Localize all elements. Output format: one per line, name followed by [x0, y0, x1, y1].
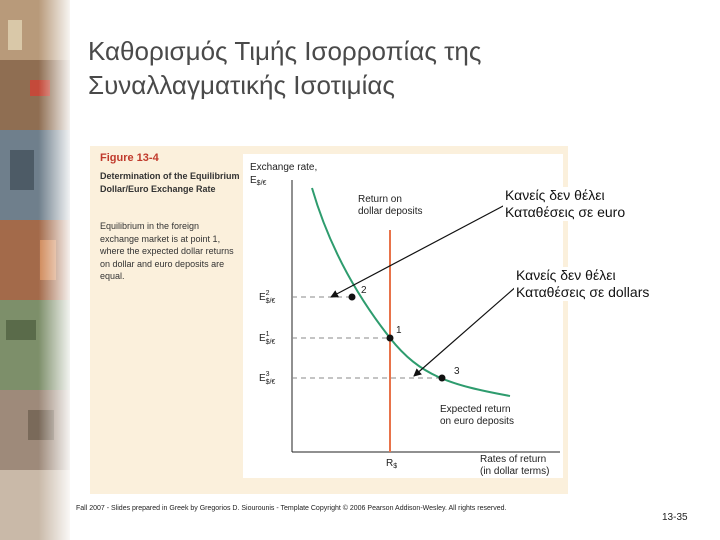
callout-no-dollars-line1: Κανείς δεν θέλει — [516, 267, 616, 283]
slide-title-line2: Συναλλαγματικής Ισοτιμίας — [88, 70, 395, 100]
callout-no-euro-deposits — [503, 187, 627, 221]
point-3-label: 3 — [454, 366, 460, 377]
point-1-label: 1 — [396, 325, 402, 336]
dollar-return-label-line1: Return on — [358, 194, 402, 205]
r-dollar-tick-label: $R_{\$}$ — [386, 458, 398, 470]
figure-caption: Equilibrium in the foreign exchange market is at point 1, where the expected dollar returns on dollar and euro deposits are equal. — [100, 221, 234, 281]
callout-no-dollars-line2: Καταθέσεις σε dollars — [516, 284, 650, 300]
point-1 — [387, 335, 394, 342]
y-axis-title-line1: Exchange rate, — [250, 162, 318, 173]
euro-return-label-line2: on euro deposits — [440, 416, 514, 427]
e2-tick-label: $E^2$ $/€ — [259, 290, 276, 305]
point-2-label: 2 — [361, 285, 367, 296]
y-axis-title-symbol: $E_{\$/€}$ — [250, 175, 267, 187]
point-3 — [439, 375, 446, 382]
e1-tick-label: $E^1$ $/€ — [259, 331, 276, 346]
callout-no-dollar-deposits — [514, 267, 651, 301]
point-2 — [349, 294, 356, 301]
e3-tick-label: $E^3$ $/€ — [259, 371, 276, 386]
x-axis-title-line2: (in dollar terms) — [480, 466, 550, 477]
euro-return-label-line1: Expected return — [440, 404, 511, 415]
figure-label: Figure 13-4 — [100, 152, 159, 164]
dollar-return-label-line2: dollar deposits — [358, 206, 423, 217]
x-axis-title-line1: Rates of return — [480, 454, 547, 465]
callout-no-euro-line1: Κανείς δεν θέλει — [505, 187, 605, 203]
callout-arrow-dollars — [414, 285, 518, 376]
figure-heading: Determination of the Equilibrium Dollar/Euro Exchange Rate — [100, 171, 240, 194]
callout-no-euro-line2: Καταθέσεις σε euro — [505, 204, 626, 220]
page-number: 13-35 — [662, 512, 688, 523]
slide-title-line1: Καθορισμός Τιμής Ισορροπίας της — [88, 36, 482, 66]
callout-arrow-euro — [331, 205, 505, 297]
slide-footer: Fall 2007 - Slides prepared in Greek by Gregorios D. Siourounis - Template Copyright © 2006 Pearson Addison-Wesley. All rights reserved. — [76, 505, 507, 512]
